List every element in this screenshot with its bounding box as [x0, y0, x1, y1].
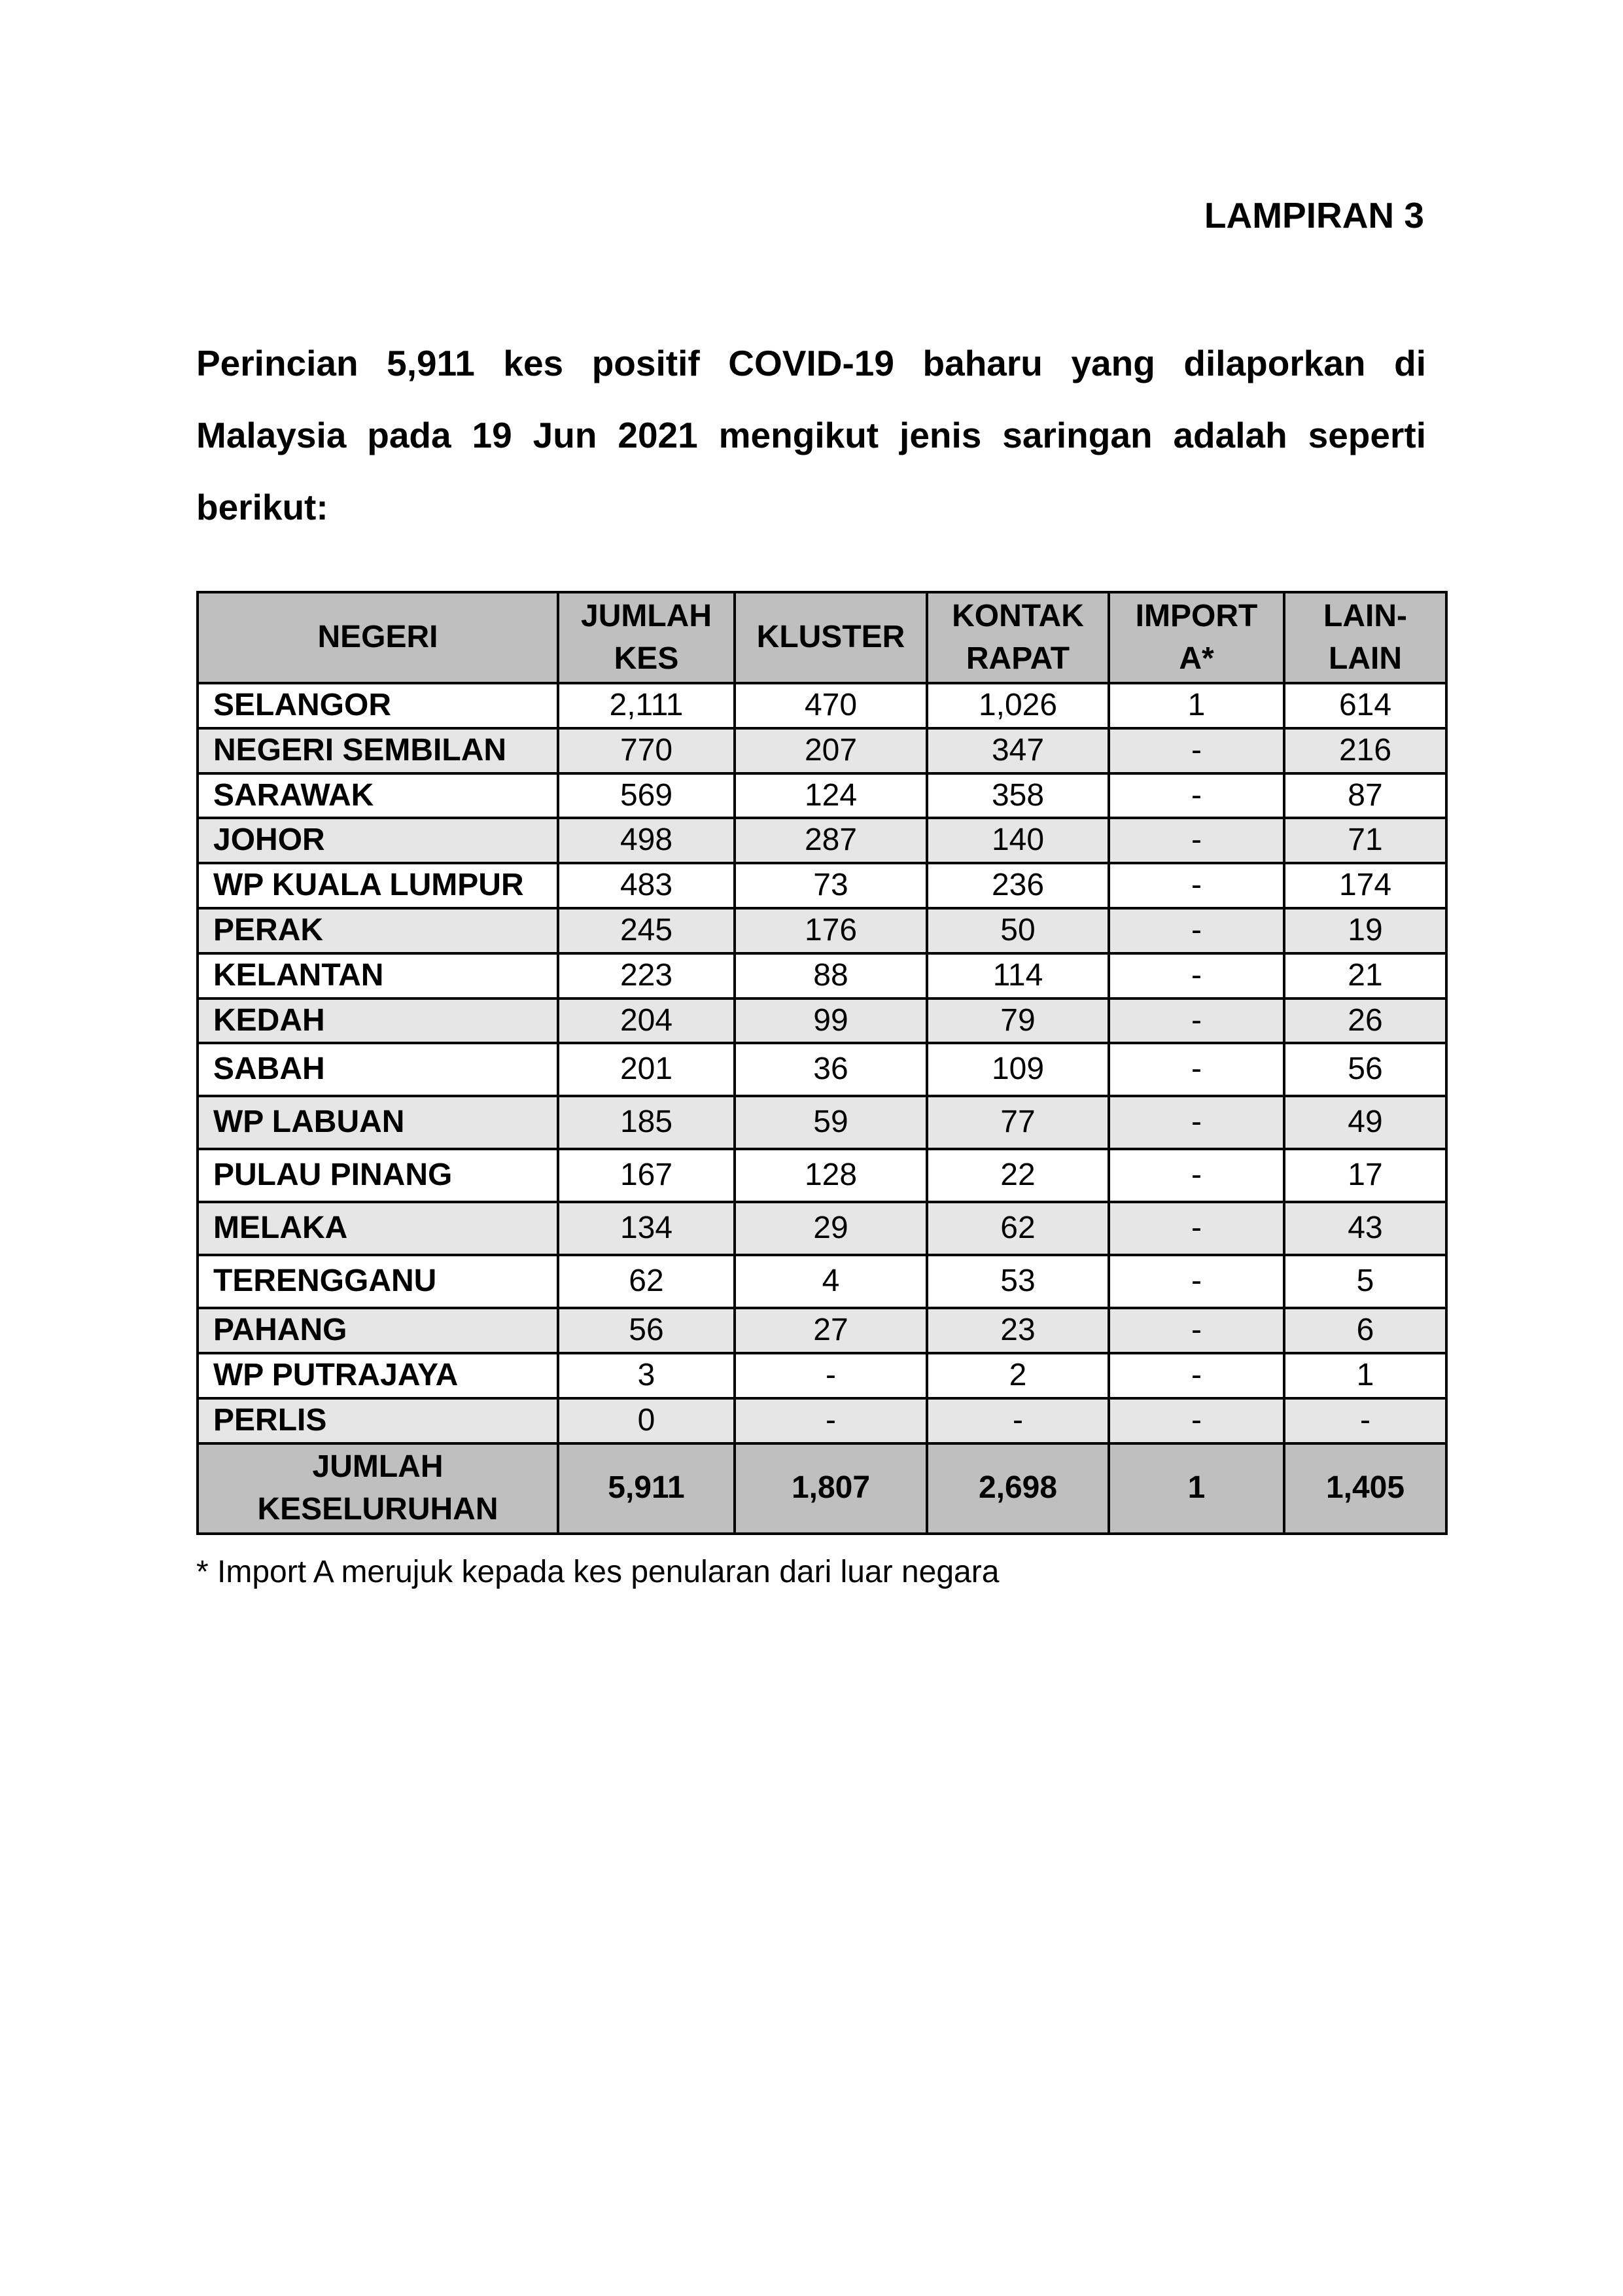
- table-row: [198, 773, 1446, 819]
- cell-jumlah-kes: 0: [558, 1398, 735, 1443]
- header-import-a-line-1: IMPORT: [1135, 598, 1258, 633]
- cell-jumlah-kes: 3: [558, 1353, 735, 1398]
- cell-jumlah-kes: 498: [558, 818, 735, 863]
- cell-kluster: -: [735, 1398, 927, 1443]
- cell-jumlah-kes: 167: [558, 1149, 735, 1202]
- cell-kluster: 176: [735, 908, 927, 953]
- cell-negeri: PAHANG: [198, 1308, 558, 1353]
- cell-import-a: -: [1109, 1096, 1284, 1149]
- cell-import-a: -: [1109, 1149, 1284, 1202]
- cell-import-a: -: [1109, 1353, 1284, 1398]
- cell-lain-lain: 19: [1284, 908, 1446, 953]
- header-jumlah-kes-line-2: KES: [614, 641, 679, 676]
- cell-lain-lain: 43: [1284, 1202, 1446, 1255]
- cell-kontak-rapat: 79: [927, 998, 1109, 1044]
- total-kontak-rapat: 2,698: [927, 1443, 1109, 1534]
- table-row: [198, 728, 1446, 773]
- cell-import-a: -: [1109, 998, 1284, 1044]
- cell-lain-lain: 174: [1284, 863, 1446, 908]
- annex-heading: LAMPIRAN 3: [1204, 195, 1424, 236]
- table-header-row: [198, 592, 1446, 683]
- cell-kluster: 88: [735, 953, 927, 998]
- cell-negeri: PERAK: [198, 908, 558, 953]
- cell-import-a: -: [1109, 1308, 1284, 1353]
- cell-jumlah-kes: 569: [558, 773, 735, 819]
- cell-kontak-rapat: 140: [927, 818, 1109, 863]
- cell-negeri: KEDAH: [198, 998, 558, 1044]
- cell-jumlah-kes: 185: [558, 1096, 735, 1149]
- header-jumlah-kes: [558, 592, 735, 683]
- table-row: [198, 683, 1446, 728]
- cell-import-a: -: [1109, 773, 1284, 819]
- cell-jumlah-kes: 483: [558, 863, 735, 908]
- header-lain-lain-line-2: LAIN: [1329, 641, 1402, 676]
- cell-negeri: NEGERI SEMBILAN: [198, 728, 558, 773]
- cell-jumlah-kes: 62: [558, 1255, 735, 1308]
- cell-negeri: WP LABUAN: [198, 1096, 558, 1149]
- cell-jumlah-kes: 770: [558, 728, 735, 773]
- cell-import-a: -: [1109, 728, 1284, 773]
- cell-lain-lain: -: [1284, 1398, 1446, 1443]
- cell-kluster: 36: [735, 1043, 927, 1096]
- total-import-a: 1: [1109, 1443, 1284, 1534]
- cell-negeri: JOHOR: [198, 818, 558, 863]
- table-row: [198, 953, 1446, 998]
- cell-kluster: 287: [735, 818, 927, 863]
- cell-negeri: WP PUTRAJAYA: [198, 1353, 558, 1398]
- cell-lain-lain: 87: [1284, 773, 1446, 819]
- cell-lain-lain: 17: [1284, 1149, 1446, 1202]
- table-row: [198, 908, 1446, 953]
- table-row: [198, 1255, 1446, 1308]
- table-row: [198, 1149, 1446, 1202]
- header-negeri: NEGERI: [198, 592, 558, 683]
- cell-kontak-rapat: 23: [927, 1308, 1109, 1353]
- cell-kontak-rapat: 50: [927, 908, 1109, 953]
- cell-jumlah-kes: 245: [558, 908, 735, 953]
- footnote: * Import A merujuk kepada kes penularan dari luar negara: [196, 1555, 1000, 1589]
- cell-kontak-rapat: 358: [927, 773, 1109, 819]
- total-kluster: 1,807: [735, 1443, 927, 1534]
- cell-jumlah-kes: 204: [558, 998, 735, 1044]
- cell-kontak-rapat: 114: [927, 953, 1109, 998]
- cell-jumlah-kes: 2,111: [558, 683, 735, 728]
- cell-kontak-rapat: 53: [927, 1255, 1109, 1308]
- intro-paragraph: Perincian 5,911 kes positif COVID-19 baharu yang dilaporkan di Malaysia pada 19 Jun 2021 mengikut jenis saringan adalah seperti berikut:: [196, 343, 1426, 527]
- cell-jumlah-kes: 56: [558, 1308, 735, 1353]
- total-label-line-1: JUMLAH: [312, 1449, 444, 1484]
- table-total-row: [198, 1443, 1446, 1534]
- cell-import-a: -: [1109, 1202, 1284, 1255]
- header-kontak-rapat: [927, 592, 1109, 683]
- cell-kluster: 470: [735, 683, 927, 728]
- cell-lain-lain: 49: [1284, 1096, 1446, 1149]
- cell-kluster: 207: [735, 728, 927, 773]
- cell-kontak-rapat: 2: [927, 1353, 1109, 1398]
- total-lain-lain: 1,405: [1284, 1443, 1446, 1534]
- cell-jumlah-kes: 223: [558, 953, 735, 998]
- total-label-line-2: KESELURUHAN: [257, 1491, 498, 1527]
- header-kluster: KLUSTER: [735, 592, 927, 683]
- cell-kluster: 73: [735, 863, 927, 908]
- cell-kluster: 128: [735, 1149, 927, 1202]
- header-lain-lain: [1284, 592, 1446, 683]
- cell-negeri: PULAU PINANG: [198, 1149, 558, 1202]
- cell-lain-lain: 216: [1284, 728, 1446, 773]
- header-kontak-rapat-line-1: KONTAK: [952, 598, 1084, 633]
- cell-negeri: PERLIS: [198, 1398, 558, 1443]
- table-row: [198, 1353, 1446, 1398]
- cell-import-a: -: [1109, 863, 1284, 908]
- cell-lain-lain: 21: [1284, 953, 1446, 998]
- cell-kontak-rapat: 77: [927, 1096, 1109, 1149]
- cell-negeri: SELANGOR: [198, 683, 558, 728]
- total-jumlah-kes: 5,911: [558, 1443, 735, 1534]
- cell-negeri: TERENGGANU: [198, 1255, 558, 1308]
- cell-lain-lain: 26: [1284, 998, 1446, 1044]
- cell-negeri: KELANTAN: [198, 953, 558, 998]
- total-label: [198, 1443, 558, 1534]
- cases-table: [196, 591, 1448, 1535]
- cell-import-a: -: [1109, 953, 1284, 998]
- cell-jumlah-kes: 134: [558, 1202, 735, 1255]
- table-row: [198, 818, 1446, 863]
- table-row: [198, 1202, 1446, 1255]
- cell-negeri: SARAWAK: [198, 773, 558, 819]
- table-row: [198, 1398, 1446, 1443]
- table-row: [198, 863, 1446, 908]
- table-row: [198, 998, 1446, 1044]
- cell-negeri: WP KUALA LUMPUR: [198, 863, 558, 908]
- cell-lain-lain: 6: [1284, 1308, 1446, 1353]
- cell-import-a: -: [1109, 1043, 1284, 1096]
- cell-kluster: 4: [735, 1255, 927, 1308]
- cell-kontak-rapat: 1,026: [927, 683, 1109, 728]
- table-row: [198, 1096, 1446, 1149]
- header-lain-lain-line-1: LAIN-: [1323, 598, 1407, 633]
- cell-jumlah-kes: 201: [558, 1043, 735, 1096]
- cell-lain-lain: 5: [1284, 1255, 1446, 1308]
- header-import-a: [1109, 592, 1284, 683]
- cell-kontak-rapat: 62: [927, 1202, 1109, 1255]
- cell-kluster: -: [735, 1353, 927, 1398]
- cell-import-a: 1: [1109, 683, 1284, 728]
- cell-lain-lain: 1: [1284, 1353, 1446, 1398]
- cell-import-a: -: [1109, 1255, 1284, 1308]
- cell-lain-lain: 71: [1284, 818, 1446, 863]
- cell-import-a: -: [1109, 1398, 1284, 1443]
- header-import-a-line-2: A*: [1179, 641, 1214, 676]
- cell-lain-lain: 614: [1284, 683, 1446, 728]
- cell-import-a: -: [1109, 908, 1284, 953]
- cell-kluster: 124: [735, 773, 927, 819]
- cell-kluster: 99: [735, 998, 927, 1044]
- cell-import-a: -: [1109, 818, 1284, 863]
- cell-kluster: 27: [735, 1308, 927, 1353]
- cell-kontak-rapat: 109: [927, 1043, 1109, 1096]
- header-kontak-rapat-line-2: RAPAT: [966, 641, 1070, 676]
- cell-negeri: MELAKA: [198, 1202, 558, 1255]
- cell-negeri: SABAH: [198, 1043, 558, 1096]
- cell-kontak-rapat: 347: [927, 728, 1109, 773]
- cell-kontak-rapat: -: [927, 1398, 1109, 1443]
- header-jumlah-kes-line-1: JUMLAH: [581, 598, 712, 633]
- cell-kontak-rapat: 22: [927, 1149, 1109, 1202]
- cell-lain-lain: 56: [1284, 1043, 1446, 1096]
- table-row: [198, 1043, 1446, 1096]
- cell-kluster: 29: [735, 1202, 927, 1255]
- table-row: [198, 1308, 1446, 1353]
- cell-kontak-rapat: 236: [927, 863, 1109, 908]
- cell-kluster: 59: [735, 1096, 927, 1149]
